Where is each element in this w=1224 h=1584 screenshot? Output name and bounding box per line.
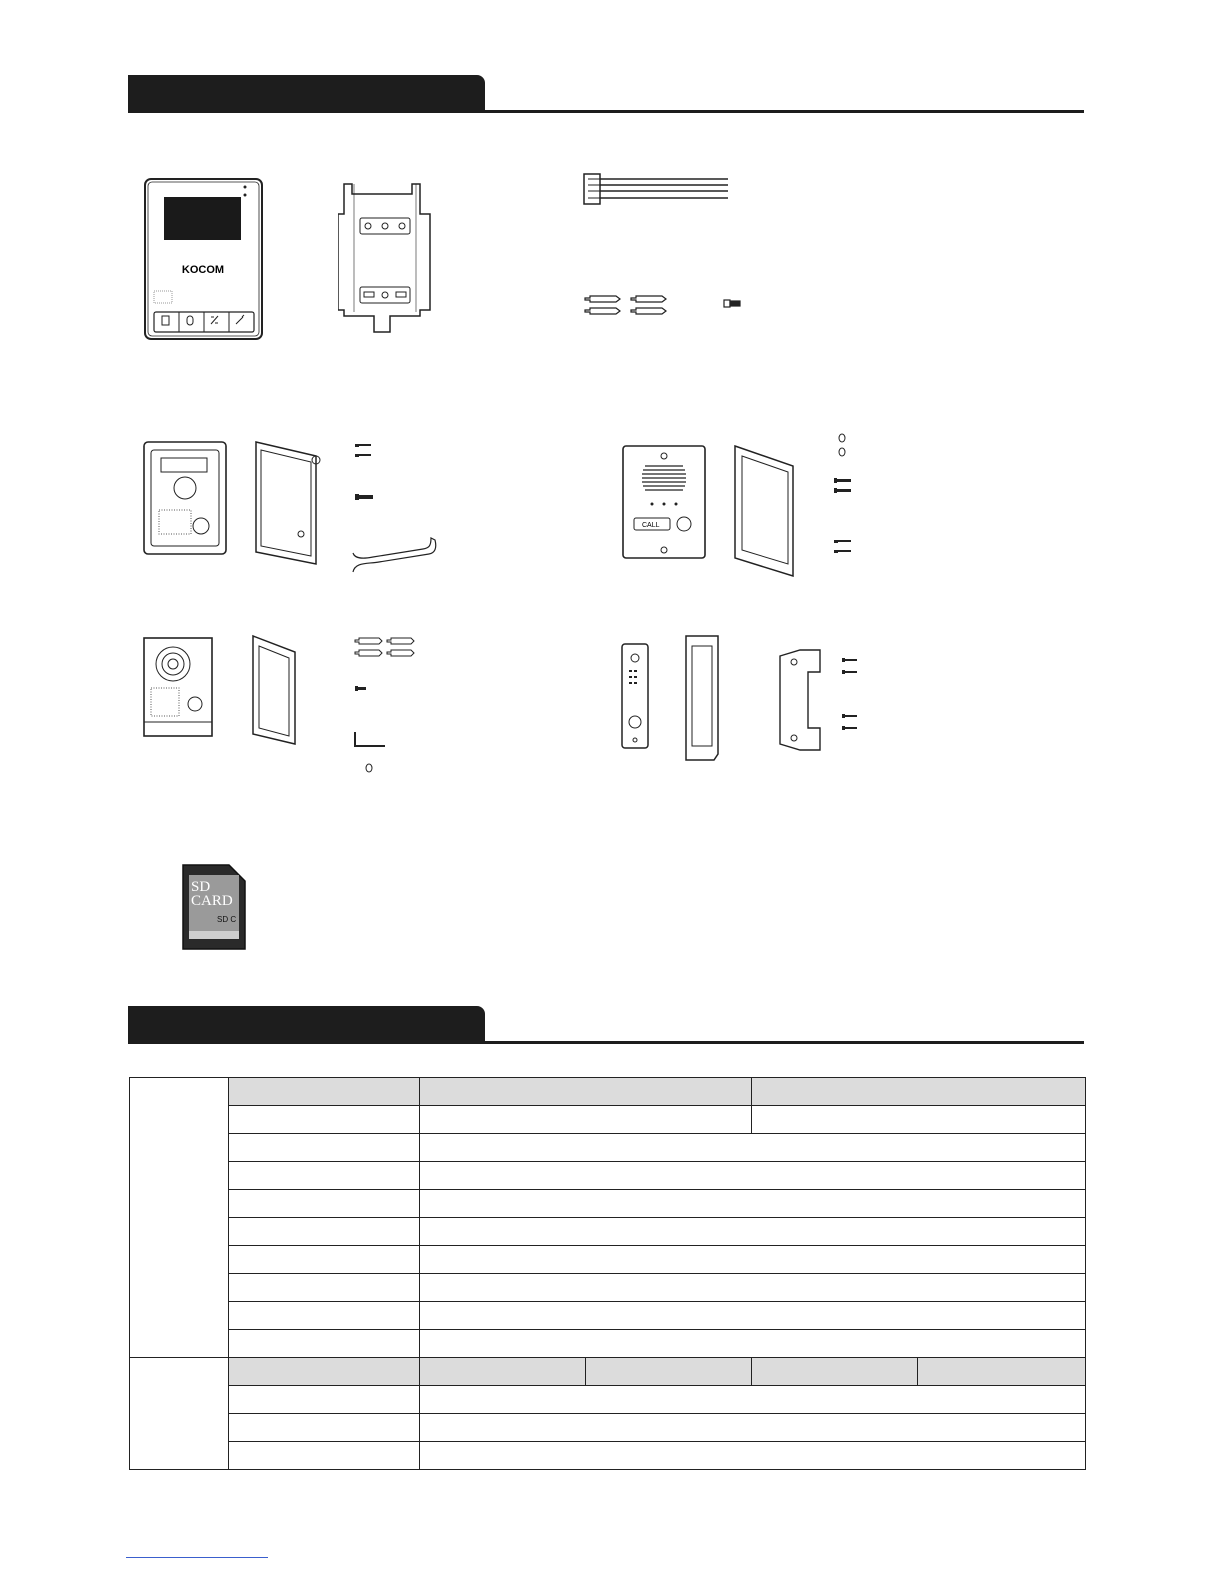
table-cell	[420, 1442, 1086, 1470]
door-camera-d-image	[616, 632, 866, 772]
table-cell	[229, 1106, 420, 1134]
table-cell	[229, 1078, 420, 1106]
table-cell	[229, 1442, 420, 1470]
table-row	[130, 1190, 1086, 1218]
sd-card-image	[181, 863, 247, 951]
table-row	[130, 1106, 1086, 1134]
camera-group-cell	[130, 1358, 229, 1470]
mounting-bracket-image	[338, 182, 434, 337]
sd-label-line1: SD	[191, 879, 211, 895]
table-cell	[229, 1162, 420, 1190]
table-row	[130, 1302, 1086, 1330]
table-cell	[752, 1078, 1086, 1106]
table-cell	[229, 1358, 420, 1386]
door-camera-c-image	[141, 634, 421, 774]
table-row	[130, 1386, 1086, 1414]
table-cell	[420, 1246, 1086, 1274]
table-cell	[752, 1106, 1086, 1134]
sd-mark: SD C	[217, 915, 237, 924]
table-cell	[229, 1330, 420, 1358]
table-cell	[229, 1134, 420, 1162]
components-section-header	[128, 75, 1084, 113]
table-cell	[420, 1302, 1086, 1330]
table-cell	[229, 1386, 420, 1414]
table-row	[130, 1358, 1086, 1386]
table-row	[130, 1134, 1086, 1162]
table-row	[130, 1162, 1086, 1190]
table-cell	[420, 1190, 1086, 1218]
call-button-label: CALL	[642, 522, 660, 529]
table-cell	[420, 1386, 1086, 1414]
table-row	[130, 1442, 1086, 1470]
table-cell	[229, 1302, 420, 1330]
table-cell	[420, 1274, 1086, 1302]
sd-label-line2: CARD	[191, 893, 233, 909]
monitor-group-cell	[130, 1078, 229, 1358]
specifications-table	[129, 1077, 1086, 1470]
table-cell	[420, 1330, 1086, 1358]
table-cell	[752, 1358, 918, 1386]
section-title-tab	[128, 75, 485, 113]
table-cell	[420, 1106, 752, 1134]
table-cell	[229, 1414, 420, 1442]
footer-link-underline[interactable]	[126, 1557, 268, 1558]
table-cell	[229, 1246, 420, 1274]
table-row	[130, 1330, 1086, 1358]
table-cell	[420, 1218, 1086, 1246]
door-camera-b-image	[620, 432, 860, 577]
table-cell	[229, 1218, 420, 1246]
screws-image	[584, 294, 744, 318]
table-row	[130, 1078, 1086, 1106]
table-cell	[229, 1274, 420, 1302]
table-cell	[918, 1358, 1086, 1386]
section-rule	[485, 110, 1084, 113]
section-title-tab	[128, 1006, 485, 1044]
table-row	[130, 1246, 1086, 1274]
table-cell	[420, 1414, 1086, 1442]
table-cell	[420, 1078, 752, 1106]
door-camera-a-image	[141, 440, 441, 580]
table-row	[130, 1414, 1086, 1442]
table-cell	[420, 1162, 1086, 1190]
section-rule	[485, 1041, 1084, 1044]
specifications-section-header	[128, 1006, 1084, 1044]
table-row	[130, 1218, 1086, 1246]
connector-cable-image	[580, 172, 730, 206]
table-cell	[420, 1134, 1086, 1162]
table-cell	[420, 1358, 586, 1386]
indoor-monitor-image	[144, 178, 264, 340]
table-row	[130, 1274, 1086, 1302]
table-cell	[586, 1358, 752, 1386]
kocom-logo: KOCOM	[181, 264, 225, 276]
table-cell	[229, 1190, 420, 1218]
